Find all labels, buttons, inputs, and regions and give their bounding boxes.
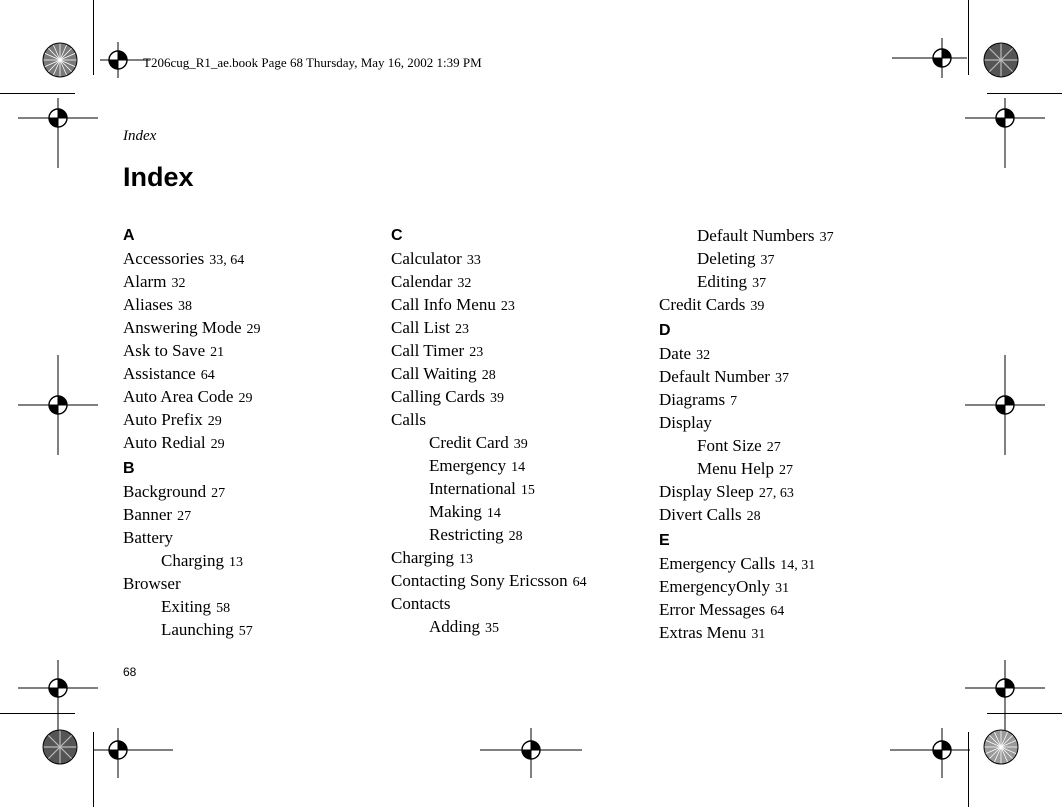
- starburst-mark-icon: [983, 729, 1019, 765]
- registration-target-icon: [965, 355, 1045, 455]
- index-entry: [391, 362, 587, 385]
- index-page-ref: 23: [500, 299, 515, 314]
- running-head: Index: [123, 128, 157, 144]
- index-entry: [123, 270, 261, 293]
- index-page-ref: 33, 64: [209, 253, 245, 268]
- index-column-3: [659, 224, 834, 644]
- registration-target-icon: [892, 38, 967, 78]
- index-term: Auto Prefix: [123, 410, 203, 429]
- index-column-1: [123, 224, 261, 641]
- index-term: Display Sleep: [659, 482, 754, 501]
- index-page-ref: 32: [171, 276, 186, 291]
- index-page-ref: 14, 31: [780, 558, 816, 573]
- index-entry: [123, 339, 261, 362]
- index-page-ref: 31: [751, 627, 766, 642]
- index-entry: [391, 546, 587, 569]
- index-term: Call Waiting: [391, 364, 477, 383]
- index-entry: [659, 365, 834, 388]
- index-page-ref: 21: [210, 345, 225, 360]
- index-entry: [391, 592, 587, 615]
- index-subentry: [391, 477, 587, 500]
- index-entry: [123, 385, 261, 408]
- index-entry: [123, 572, 261, 595]
- index-section-letter: C: [391, 227, 403, 244]
- index-subentry: [659, 457, 834, 480]
- index-entry: [391, 293, 587, 316]
- index-entry: [391, 339, 587, 362]
- index-subentry: [659, 247, 834, 270]
- index-term: Background: [123, 482, 207, 501]
- starburst-mark-icon: [42, 729, 78, 765]
- index-page-ref: 29: [246, 322, 261, 337]
- index-subentry: [391, 431, 587, 454]
- index-page-ref: 27: [778, 463, 793, 478]
- index-entry: [391, 408, 587, 431]
- index-subentry: [391, 454, 587, 477]
- index-term: Calling Cards: [391, 387, 485, 406]
- index-subentry: [391, 500, 587, 523]
- index-page-ref: 39: [489, 391, 504, 406]
- index-term: Divert Calls: [659, 505, 742, 524]
- index-entry: [659, 552, 834, 575]
- index-term: Call Timer: [391, 341, 465, 360]
- index-term: Menu Help: [697, 459, 774, 478]
- index-page-ref: 35: [485, 621, 499, 636]
- index-subentry: [123, 595, 261, 618]
- index-term: Charging: [161, 551, 224, 570]
- index-entry: [123, 362, 261, 385]
- index-page-ref: 31: [775, 581, 790, 596]
- registration-target-icon: [18, 98, 98, 168]
- index-term: Emergency: [429, 456, 507, 475]
- index-term: Launching: [161, 620, 234, 639]
- index-subentry: [391, 523, 587, 546]
- index-page-ref: 37: [774, 371, 789, 386]
- index-term: Calculator: [391, 249, 462, 268]
- index-page-ref: 33: [466, 253, 481, 268]
- index-term: Credit Card: [429, 433, 509, 452]
- index-term: Charging: [391, 548, 454, 567]
- index-subentry: [123, 549, 261, 572]
- page-number: 68: [123, 665, 137, 679]
- registration-target-icon: [480, 728, 582, 778]
- index-page-ref: 15: [520, 483, 535, 498]
- index-entry: [659, 411, 834, 434]
- index-term: Default Number: [659, 367, 770, 386]
- index-term: Assistance: [123, 364, 196, 383]
- index-section-letter: D: [659, 322, 671, 339]
- index-entry: [123, 316, 261, 339]
- registration-target-icon: [965, 98, 1045, 168]
- index-term: Credit Cards: [659, 295, 746, 314]
- index-term: Extras Menu: [659, 623, 747, 642]
- index-page-ref: 28: [481, 368, 496, 383]
- index-entry: [659, 293, 834, 316]
- registration-target-icon: [890, 728, 970, 778]
- index-page-ref: 29: [207, 414, 222, 429]
- index-page-ref: 38: [178, 299, 193, 314]
- index-term: Deleting: [697, 249, 756, 268]
- registration-target-icon: [18, 355, 98, 455]
- registration-target-icon: [965, 660, 1045, 740]
- starburst-mark-icon: [42, 42, 78, 78]
- index-term: Editing: [697, 272, 748, 291]
- index-entry: [659, 388, 834, 411]
- index-entry: [123, 293, 261, 316]
- index-page-ref: 28: [508, 529, 523, 544]
- index-subentry: [123, 618, 261, 641]
- index-term: Adding: [429, 617, 480, 636]
- index-term: Making: [429, 502, 482, 521]
- starburst-mark-icon: [983, 42, 1019, 78]
- index-page-ref: 32: [457, 276, 472, 291]
- index-subentry: [659, 270, 834, 293]
- index-term: Font Size: [697, 436, 762, 455]
- index-term: Calls: [391, 410, 426, 429]
- index-entry: [391, 270, 587, 293]
- index-term: Battery: [123, 528, 174, 547]
- index-page-ref: 27: [211, 486, 226, 501]
- index-page-ref: 58: [216, 601, 231, 616]
- index-entry: [123, 503, 261, 526]
- index-entry: [123, 526, 261, 549]
- index-term: Banner: [123, 505, 173, 524]
- index-page-ref: 23: [469, 345, 484, 360]
- index-page-ref: 39: [750, 299, 765, 314]
- index-page-ref: 13: [458, 552, 473, 567]
- index-term: Calendar: [391, 272, 453, 291]
- index-entry: [391, 569, 587, 592]
- index-page-ref: 14: [486, 506, 501, 521]
- index-page-ref: 13: [228, 555, 243, 570]
- index-entry: [659, 480, 834, 503]
- index-term: Call Info Menu: [391, 295, 496, 314]
- index-entry: [123, 247, 261, 270]
- index-entry: [391, 385, 587, 408]
- index-entry: [123, 431, 261, 454]
- page-title: Index: [123, 162, 194, 192]
- index-page-ref: 27: [177, 509, 192, 524]
- index-term: Restricting: [429, 525, 504, 544]
- index-subentry: [391, 615, 587, 638]
- index-term: Error Messages: [659, 600, 766, 619]
- index-page-ref: 64: [770, 604, 785, 619]
- registration-target-icon: [18, 660, 98, 740]
- index-term: EmergencyOnly: [659, 577, 771, 596]
- index-page-ref: 29: [210, 437, 225, 452]
- index-term: Exiting: [161, 597, 212, 616]
- index-page-ref: 37: [760, 253, 775, 268]
- index-term: Emergency Calls: [659, 554, 776, 573]
- index-entry: [659, 503, 834, 526]
- index-page-ref: 64: [572, 575, 587, 590]
- index-term: Accessories: [123, 249, 205, 268]
- index-page-ref: 37: [819, 230, 834, 245]
- index-entry: [123, 480, 261, 503]
- index-section-letter: A: [123, 227, 135, 244]
- index-subentry: [659, 434, 834, 457]
- index-entry: [659, 598, 834, 621]
- print-slug: T206cug_R1_ae.book Page 68 Thursday, May 16, 2002 1:39 PM: [143, 55, 482, 70]
- index-term: Ask to Save: [123, 341, 206, 360]
- index-entry: [123, 408, 261, 431]
- index-term: International: [429, 479, 516, 498]
- index-page-ref: 32: [696, 348, 711, 363]
- index-term: Default Numbers: [697, 226, 815, 245]
- index-term: Auto Redial: [123, 433, 206, 452]
- index-entry: [659, 575, 834, 598]
- index-entry: [391, 247, 587, 270]
- index-section-letter: B: [123, 460, 135, 477]
- index-term: Date: [659, 344, 692, 363]
- index-page-ref: 23: [455, 322, 470, 337]
- index-term: Contacting Sony Ericsson: [391, 571, 568, 590]
- index-page-ref: 7: [730, 394, 738, 409]
- index-section-letter: E: [659, 532, 670, 549]
- index-page-ref: 39: [513, 437, 528, 452]
- index-entry: [391, 316, 587, 339]
- index-page-ref: 28: [746, 509, 761, 524]
- index-term: Aliases: [123, 295, 174, 314]
- index-term: Diagrams: [659, 390, 726, 409]
- index-page-ref: 57: [238, 624, 253, 639]
- index-term: Alarm: [123, 272, 167, 291]
- index-column-2: [391, 224, 587, 638]
- index-page-ref: 37: [752, 276, 767, 291]
- index-page-ref: 64: [200, 368, 215, 383]
- index-term: Display: [659, 413, 712, 432]
- index-page-ref: 27, 63: [758, 486, 794, 501]
- index-term: Contacts: [391, 594, 451, 613]
- index-term: Call List: [391, 318, 451, 337]
- index-subentry: [659, 224, 834, 247]
- index-term: Answering Mode: [123, 318, 242, 337]
- index-entry: [659, 621, 834, 644]
- index-term: Auto Area Code: [123, 387, 234, 406]
- index-page-ref: 14: [511, 460, 526, 475]
- index-page-ref: 27: [766, 440, 781, 455]
- index-term: Browser: [123, 574, 181, 593]
- registration-target-icon: [93, 728, 173, 778]
- index-page-ref: 29: [238, 391, 253, 406]
- index-entry: [659, 342, 834, 365]
